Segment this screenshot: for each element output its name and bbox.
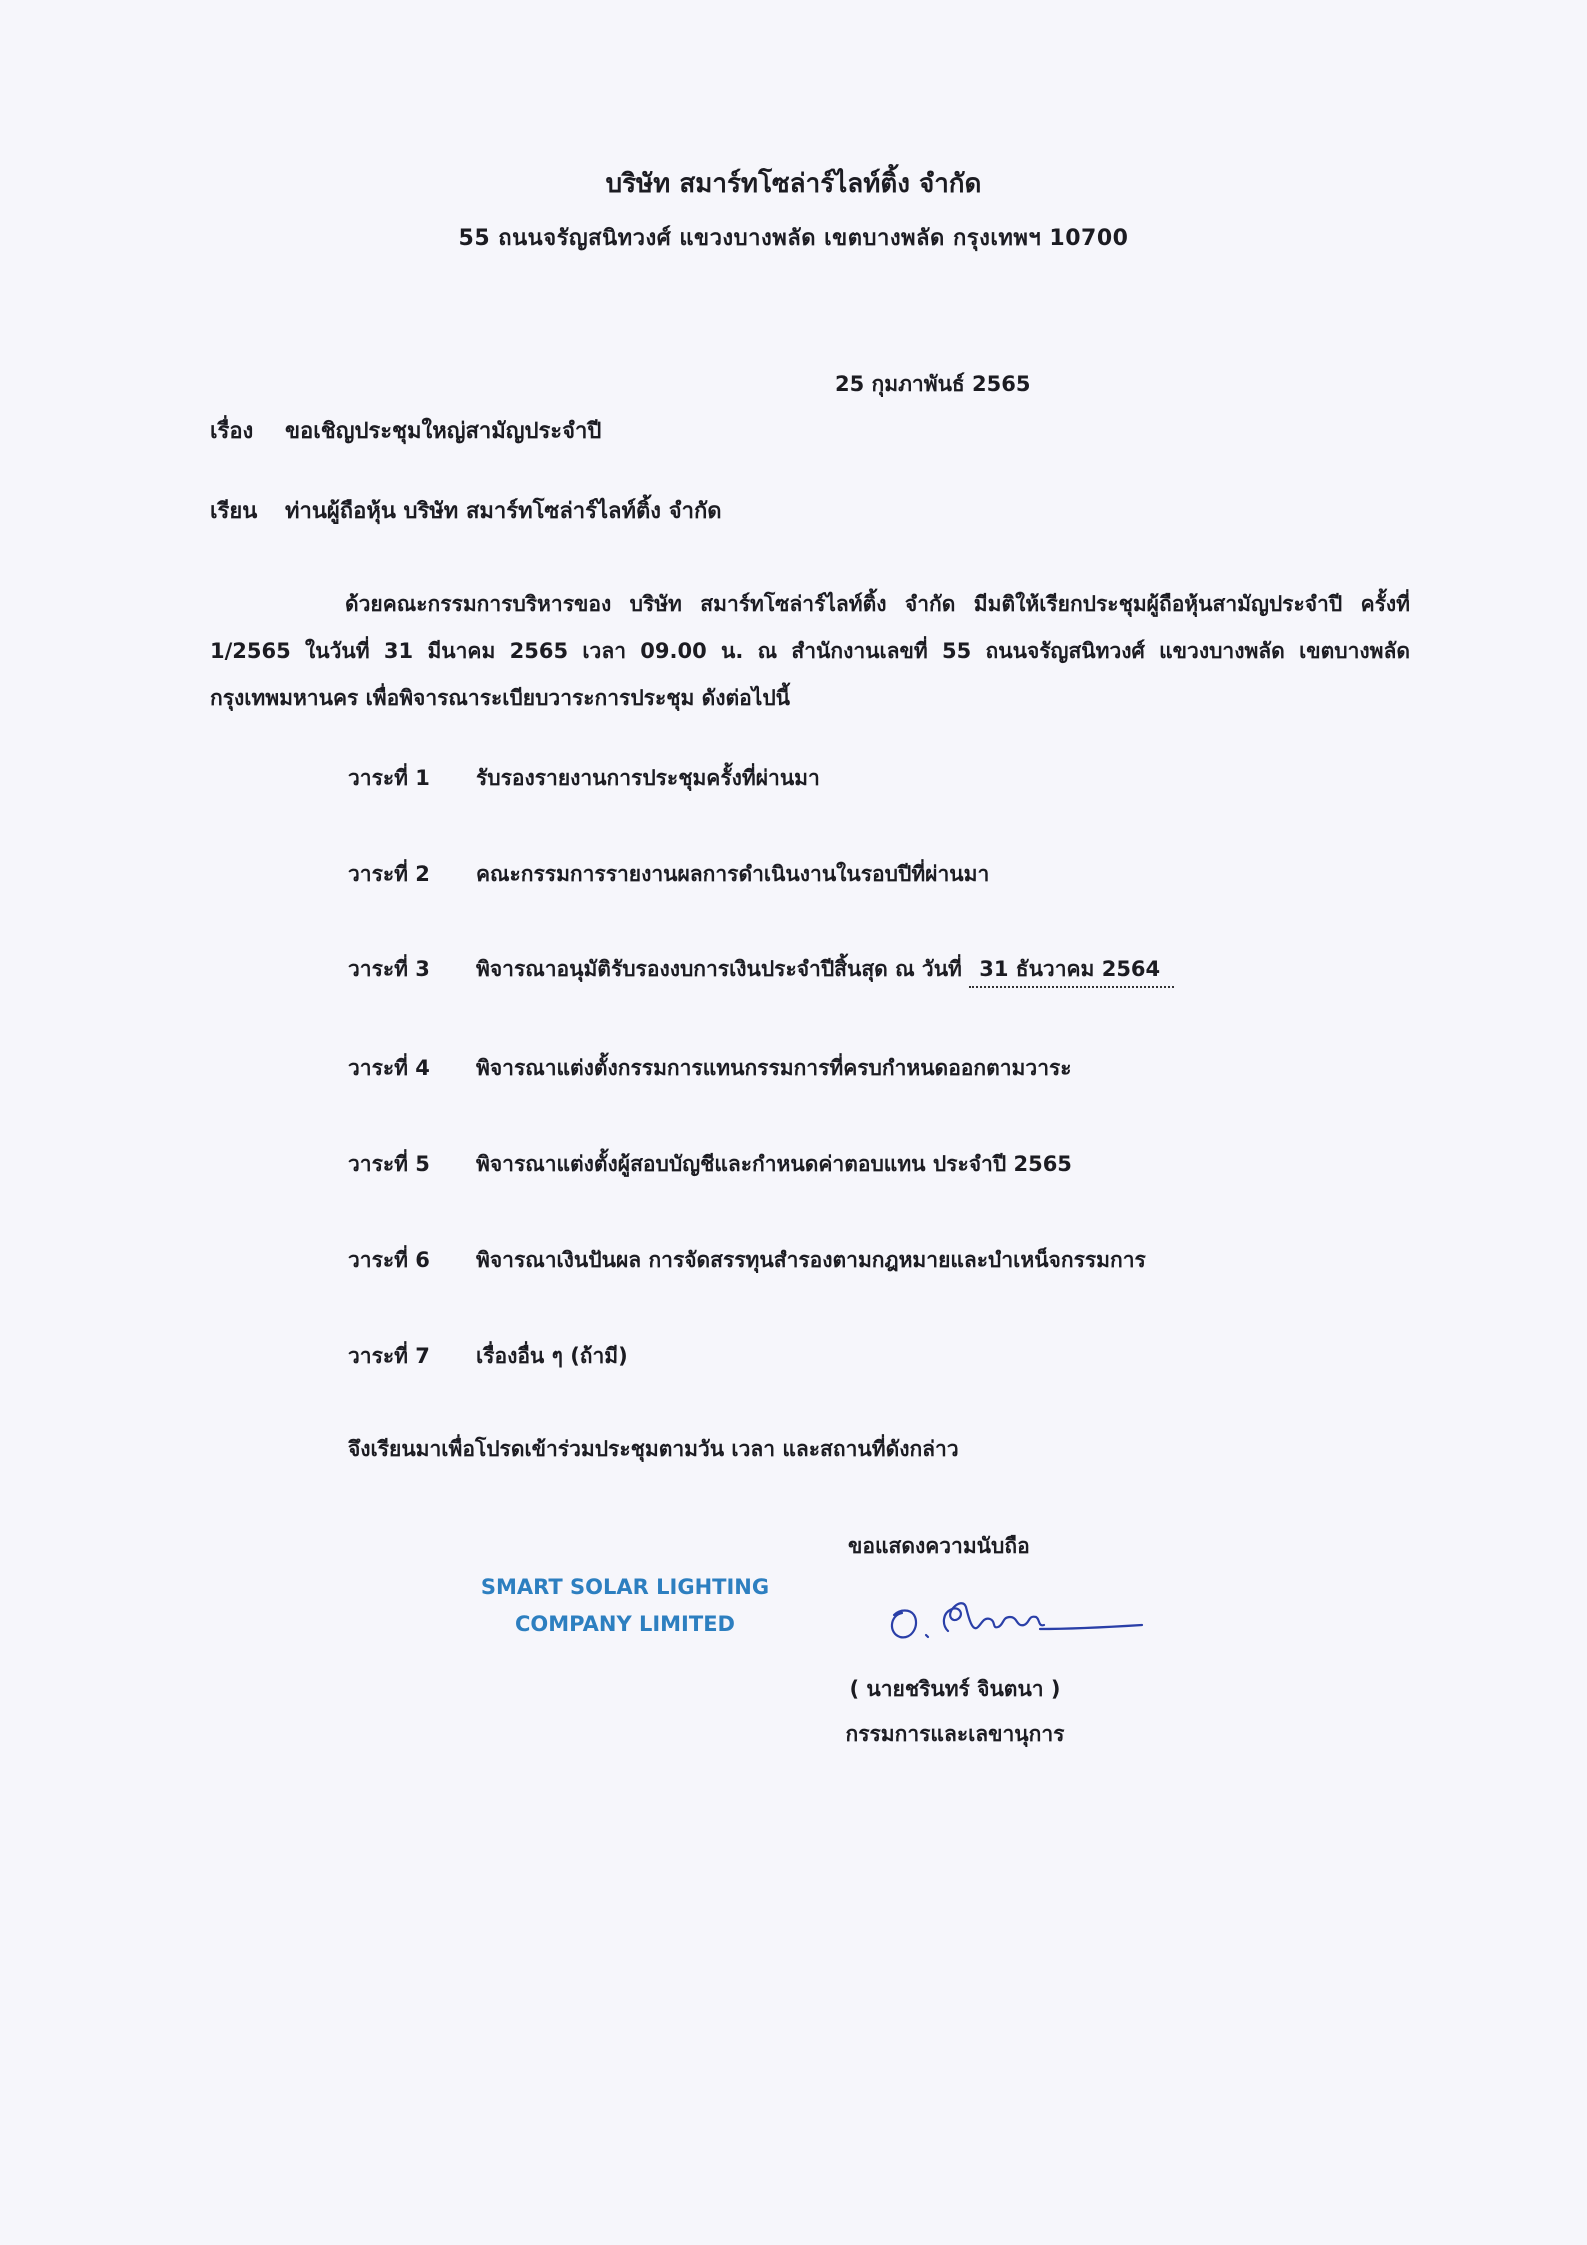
regards-line: ขอแสดงความนับถือ — [848, 1534, 1030, 1558]
agenda-label: วาระที่ 6 — [348, 1248, 430, 1272]
subject-text: ขอเชิญประชุมใหญ่สามัญประจำปี — [285, 419, 602, 444]
agenda-label: วาระที่ 3 — [348, 957, 430, 981]
signer-name: ( นายชรินทร์ จินตนา ) — [849, 1677, 1061, 1701]
agenda-text: พิจารณาเงินปันผล การจัดสรรทุนสำรองตามกฎหมายและบำเหน็จกรรมการ — [476, 1248, 1146, 1272]
company-name-heading: บริษัท สมาร์ทโซล่าร์ไลท์ติ้ง จำกัด — [605, 169, 982, 199]
agenda-label: วาระที่ 4 — [348, 1056, 430, 1080]
body-paragraph: ด้วยคณะกรรมการบริหารของ บริษัท สมาร์ทโซล่าร์ไลท์ติ้ง จำกัด มีมติให้เรียกประชุมผู้ถือหุ้นสามัญประจำปี ครั้งที่ 1/2565 ในวันที่ 31 มีนาคม 2565 เวลา 09.00 น. ณ สำนักงานเลขที่ 55 ถนนจรัญสนิทวงศ์ แขวงบางพลัด เขตบางพลัด กรุงเทพมหานคร เพื่อพิจารณาระเบียบวาระการประชุม ดังต่อไปนี้ — [210, 592, 1410, 710]
agenda-item-5 — [348, 1148, 1072, 1181]
agenda-text: เรื่องอื่น ๆ (ถ้ามี) — [476, 1344, 628, 1368]
agenda-filled-date: 31 ธันวาคม 2564 — [969, 953, 1174, 988]
signature — [880, 1585, 1150, 1655]
letter-date: 25 กุมภาพันธ์ 2565 — [835, 372, 1031, 396]
closing-sentence: จึงเรียนมาเพื่อโปรดเข้าร่วมประชุมตามวัน เวลา และสถานที่ดังกล่าว — [348, 1437, 959, 1461]
agenda-label: วาระที่ 7 — [348, 1344, 430, 1368]
agenda-label: วาระที่ 5 — [348, 1152, 430, 1176]
agenda-item-7 — [348, 1340, 628, 1373]
subject-label: เรื่อง — [210, 419, 254, 444]
signature-icon — [880, 1585, 1150, 1655]
subject-line — [210, 413, 601, 448]
agenda-text: พิจารณาแต่งตั้งกรรมการแทนกรรมการที่ครบกำหนดออกตามวาระ — [476, 1056, 1072, 1080]
agenda-text: รับรองรายงานการประชุมครั้งที่ผ่านมา — [476, 766, 820, 790]
agenda-item-2 — [348, 858, 989, 891]
company-stamp-line-2: COMPANY LIMITED — [515, 1612, 735, 1636]
recipient-line — [210, 493, 722, 528]
company-address: 55 ถนนจรัญสนิทวงศ์ แขวงบางพลัด เขตบางพลัด กรุงเทพฯ 10700 — [458, 226, 1129, 251]
agenda-item-6 — [348, 1244, 1146, 1277]
agenda-item-3 — [348, 953, 1174, 988]
agenda-text: พิจารณาอนุมัติรับรองงบการเงินประจำปีสิ้นสุด ณ วันที่ — [476, 957, 962, 981]
agenda-text: คณะกรรมการรายงานผลการดำเนินงานในรอบปีที่ผ่านมา — [476, 862, 990, 886]
recipient-text: ท่านผู้ถือหุ้น บริษัท สมาร์ทโซล่าร์ไลท์ติ้ง จำกัด — [285, 499, 722, 524]
agenda-label: วาระที่ 1 — [348, 766, 430, 790]
recipient-label: เรียน — [210, 499, 258, 524]
agenda-item-1 — [348, 762, 820, 795]
agenda-text: พิจารณาแต่งตั้งผู้สอบบัญชีและกำหนดค่าตอบแทน ประจำปี 2565 — [476, 1152, 1072, 1176]
signer-position: กรรมการและเลขานุการ — [845, 1722, 1065, 1746]
company-stamp-line-1: SMART SOLAR LIGHTING — [480, 1575, 770, 1599]
agenda-item-4 — [348, 1052, 1072, 1085]
agenda-label: วาระที่ 2 — [348, 862, 430, 886]
